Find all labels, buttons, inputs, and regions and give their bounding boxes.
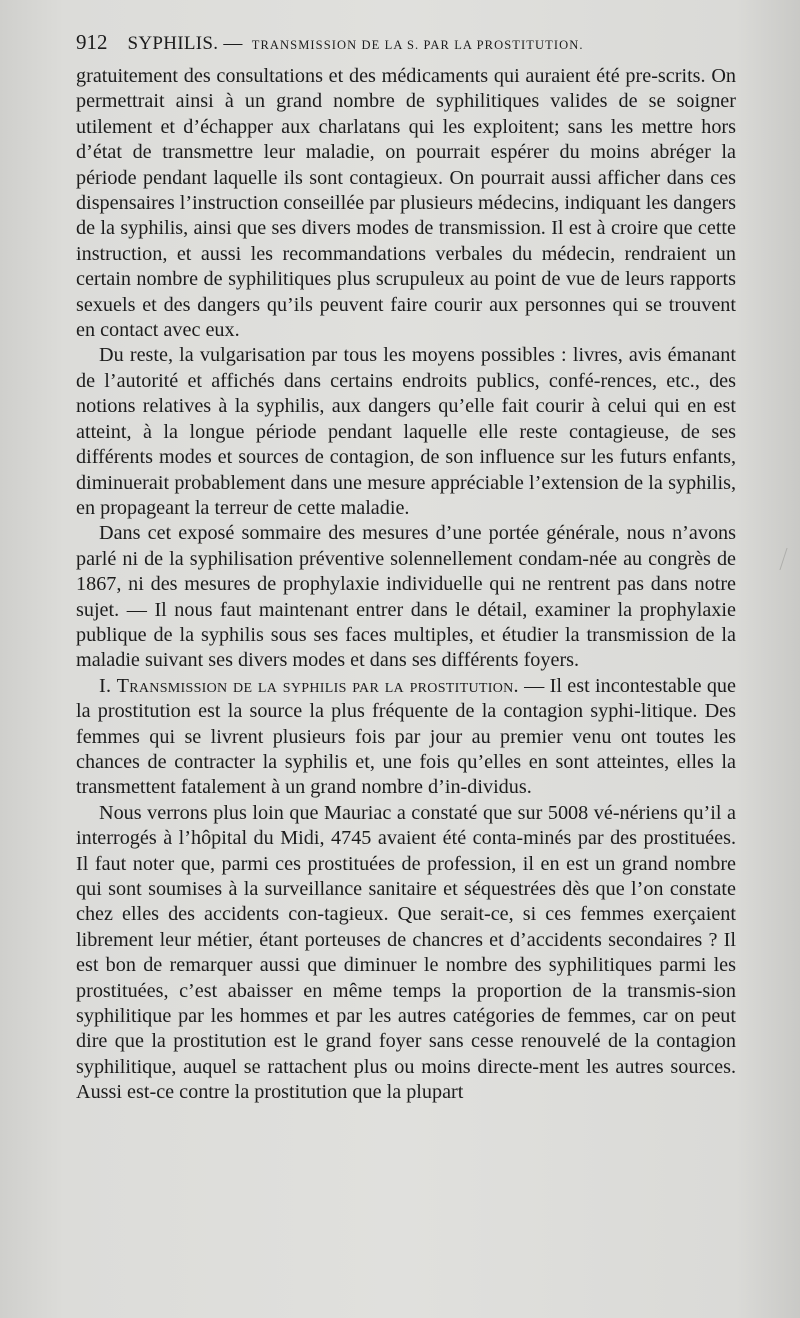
section-heading: I. Transmission de la syphilis par la prostitution. xyxy=(99,674,519,697)
paragraph-continuation: gratuitement des consultations et des médicaments qui auraient été pre-scrits. On permettrait ainsi à un grand nombre de syphilitiques valides de se soigner utilement et d’échapper aux charlatans qui les exploitent; sans les mettre hors d’état de transmettre leur maladie, on pourrait espérer du moins abréger la période pendant laquelle ils sont contagieux. On pourrait aussi afficher dans ces dispensaires l’instruction conseillée par plusieurs médecins, indiquant les dangers de la syphilis, ainsi que ses divers modes de transmission. Il est à croire que cette instruction, et aussi les recommandations verbales du médecin, rendraient un certain nombre de syphilitiques plus scrupuleux au point de vue de leurs rapports sexuels et des dangers qu’ils peuvent faire courir aux personnes qui se trouvent en contact avec eux. xyxy=(76,65,736,342)
paragraph-expose: Dans cet exposé sommaire des mesures d’une portée générale, nous n’avons parlé ni de la syphilisation préventive solennellement condam-née au congrès de 1867, ni des mesures de prophylaxie individuelle qui ne rentrent pas dans notre sujet. — Il nous faut maintenant entrer dans le détail, examiner la prophylaxie publique de la syphilis sous ses faces multiples, et étudier la transmission de la maladie suivant ses divers modes et dans ses différents foyers. xyxy=(76,522,736,672)
section-paragraph xyxy=(76,674,736,801)
running-header xyxy=(76,30,736,64)
paragraph-mauriac: Nous verrons plus loin que Mauriac a constaté que sur 5008 vé-nériens qu’il a interrogés à l’hôpital du Midi, 4745 avaient été conta-minés par des prostituées. Il faut noter que, parmi ces prostituées de profession, il en est un grand nombre qui sont soumises à la surveillance sanitaire et séquestrées dès que l’on constate chez elles des accidents con-tagieux. Que serait-ce, si ces femmes exerçaient librement leur métier, étant porteuses de chancres et d’accidents secondaires ? Il est bon de remarquer aussi que diminuer le nombre des syphilitiques parmi les prostituées, c’est abaisser en même temps la proportion de la transmis-sion syphilitique par les hommes et par les autres catégories de femmes, car on peut dire que la prostitution est le grand foyer sans cesse renouvelé de la contagion syphilitique, auquel se rattachent plus ou moins directe-ment les autres sources. Aussi est-ce contre la prostitution que la plupart xyxy=(76,801,736,1104)
page-number: 912 xyxy=(76,30,108,54)
section-text: — Il est incontestable que la prostitution est la source la plus fréquente de la contagion syphi-litique. Des femmes qui se livrent plusieurs fois par jour au premier venu ont toutes les chances de contracter la syphilis et, une fois qu’elles en sont atteintes, elles la transmettent fatalement à un grand nombre d’in-dividus. xyxy=(76,674,736,799)
running-subtitle: TRANSMISSION DE LA S. PAR LA PROSTITUTION. xyxy=(251,38,584,52)
page-edge-mark xyxy=(779,548,800,570)
running-title: SYPHILIS. — xyxy=(127,33,243,54)
paragraph-vulgarisation: Du reste, la vulgarisation par tous les moyens possibles : livres, avis émanant de l’autorité et affichés dans certains endroits publics, confé-rences, etc., des notions relatives à la syphilis, aux dangers qu’elle fait courir à celui qui en est atteint, à la longue période pendant laquelle elle reste contagieuse, de ses différents modes et sources de contagion, de son influence sur les futurs enfants, diminuerait probablement dans une mesure appréciable l’extension de la syphilis, en propageant la terreur de cette maladie. xyxy=(76,344,736,519)
body-text xyxy=(76,64,736,1106)
